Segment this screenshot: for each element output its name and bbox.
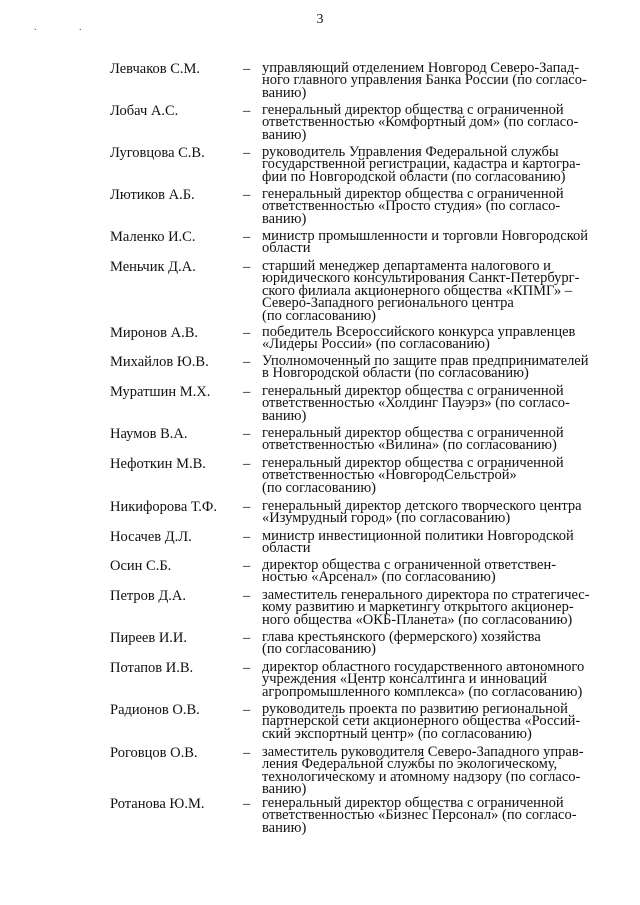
member-role: директор областного государственного автономного учреждения «Центр консалтинга и инноваций агропромышленного комплекса» (по согласованию) bbox=[262, 659, 585, 700]
member-name: Радионов О.В. bbox=[110, 702, 200, 718]
member-name: Петров Д.А. bbox=[110, 588, 187, 604]
member-name: Потапов И.В. bbox=[110, 660, 194, 676]
dash-separator: – bbox=[243, 426, 251, 442]
member-role: старший менеджер департамента налогового и юридического консультирования Санкт-Петербург- ского филиала акционерного общества «КПМГ» – Северо-Западного регионального центра (по согласованию) bbox=[262, 258, 580, 324]
member-role: министр промышленности и торговли Новгородской области bbox=[262, 228, 589, 257]
dash-separator: – bbox=[243, 229, 251, 245]
member-role: генеральный директор детского творческого центра «Изумрудный город» (по согласованию) bbox=[262, 498, 582, 527]
dash-separator: – bbox=[243, 660, 251, 676]
member-role: Уполномоченный по защите прав предпринимателей в Новгородской области (по согласованию) bbox=[262, 353, 589, 382]
dash-separator: – bbox=[243, 61, 251, 77]
member-role: генеральный директор общества с ограниченной ответственностью «Комфортный дом» (по согласо- ванию) bbox=[262, 102, 579, 143]
dash-separator: – bbox=[243, 796, 251, 812]
member-name: Миронов А.В. bbox=[110, 325, 199, 341]
dash-separator: – bbox=[243, 630, 251, 646]
member-role: генеральный директор общества с ограниченной ответственностью «Холдинг Пауэрз» (по согласо- ванию) bbox=[262, 383, 570, 424]
member-name: Маленко И.С. bbox=[110, 229, 196, 245]
member-name: Левчаков С.М. bbox=[110, 61, 201, 77]
member-role: руководитель Управления Федеральной службы государственной регистрации, кадастра и картогра- фии по Новгородской области (по согласованию) bbox=[262, 144, 581, 185]
dash-separator: – bbox=[243, 384, 251, 400]
dash-separator: – bbox=[243, 702, 251, 718]
member-role: генеральный директор общества с ограниченной ответственностью «Вилина» (по согласованию) bbox=[262, 425, 564, 454]
member-name: Ротанова Ю.М. bbox=[110, 796, 205, 812]
dash-separator: – bbox=[243, 145, 251, 161]
member-role: генеральный директор общества с ограниченной ответственностью «Бизнес Персонал» (по согласо- ванию) bbox=[262, 795, 577, 836]
member-role: министр инвестиционной политики Новгородской области bbox=[262, 528, 574, 557]
member-name: Михайлов Ю.В. bbox=[110, 354, 209, 370]
member-role: глава крестьянского (фермерского) хозяйства (по согласованию) bbox=[262, 629, 541, 658]
member-name: Роговцов О.В. bbox=[110, 745, 198, 761]
dash-separator: – bbox=[243, 325, 251, 341]
member-name: Наумов В.А. bbox=[110, 426, 188, 442]
scan-marks: . . bbox=[34, 22, 102, 33]
member-name: Носачев Д.Л. bbox=[110, 529, 192, 545]
page-number: 3 bbox=[316, 12, 324, 27]
dash-separator: – bbox=[243, 103, 251, 119]
member-name: Лобач А.С. bbox=[110, 103, 179, 119]
dash-separator: – bbox=[243, 558, 251, 574]
dash-separator: – bbox=[243, 456, 251, 472]
member-name: Луговцова С.В. bbox=[110, 145, 205, 161]
member-role: победитель Всероссийского конкурса управленцев «Лидеры России» (по согласованию) bbox=[262, 324, 576, 353]
member-role: руководитель проекта по развитию региональной партнерской сети акционерного общества «Россий- ский экспортный центр» (по согласованию) bbox=[262, 701, 581, 742]
member-name: Муратшин М.Х. bbox=[110, 384, 211, 400]
member-name: Осин С.Б. bbox=[110, 558, 172, 574]
member-role: управляющий отделением Новгород Северо-Запад- ного главного управления Банка России (по согласо- ванию) bbox=[262, 60, 587, 101]
member-role: генеральный директор общества с ограниченной ответственностью «Просто студия» (по согласо- ванию) bbox=[262, 186, 564, 227]
member-role: директор общества с ограниченной ответствен- ностью «Арсенал» (по согласованию) bbox=[262, 557, 557, 586]
member-name: Лютиков А.Б. bbox=[110, 187, 195, 203]
dash-separator: – bbox=[243, 499, 251, 515]
member-role: заместитель генерального директора по стратегичес- кому развитию и маркетингу открытого акционер- ного общества «ОКБ-Планета» (по согласованию) bbox=[262, 587, 590, 628]
dash-separator: – bbox=[243, 354, 251, 370]
member-name: Никифорова Т.Ф. bbox=[110, 499, 218, 515]
member-name: Меньчик Д.А. bbox=[110, 259, 196, 275]
dash-separator: – bbox=[243, 259, 251, 275]
dash-separator: – bbox=[243, 745, 251, 761]
member-role: генеральный директор общества с ограниченной ответственностью «НовгородСельстрой» (по согласованию) bbox=[262, 455, 564, 496]
dash-separator: – bbox=[243, 588, 251, 604]
dash-separator: – bbox=[243, 529, 251, 545]
dash-separator: – bbox=[243, 187, 251, 203]
member-role: заместитель руководителя Северо-Западного управ- ления Федеральной службы по экологическому, технологическому и атомному надзору (по согласо- ванию) bbox=[262, 744, 584, 798]
member-name: Пиреев И.И. bbox=[110, 630, 188, 646]
member-name: Нефоткин М.В. bbox=[110, 456, 206, 472]
